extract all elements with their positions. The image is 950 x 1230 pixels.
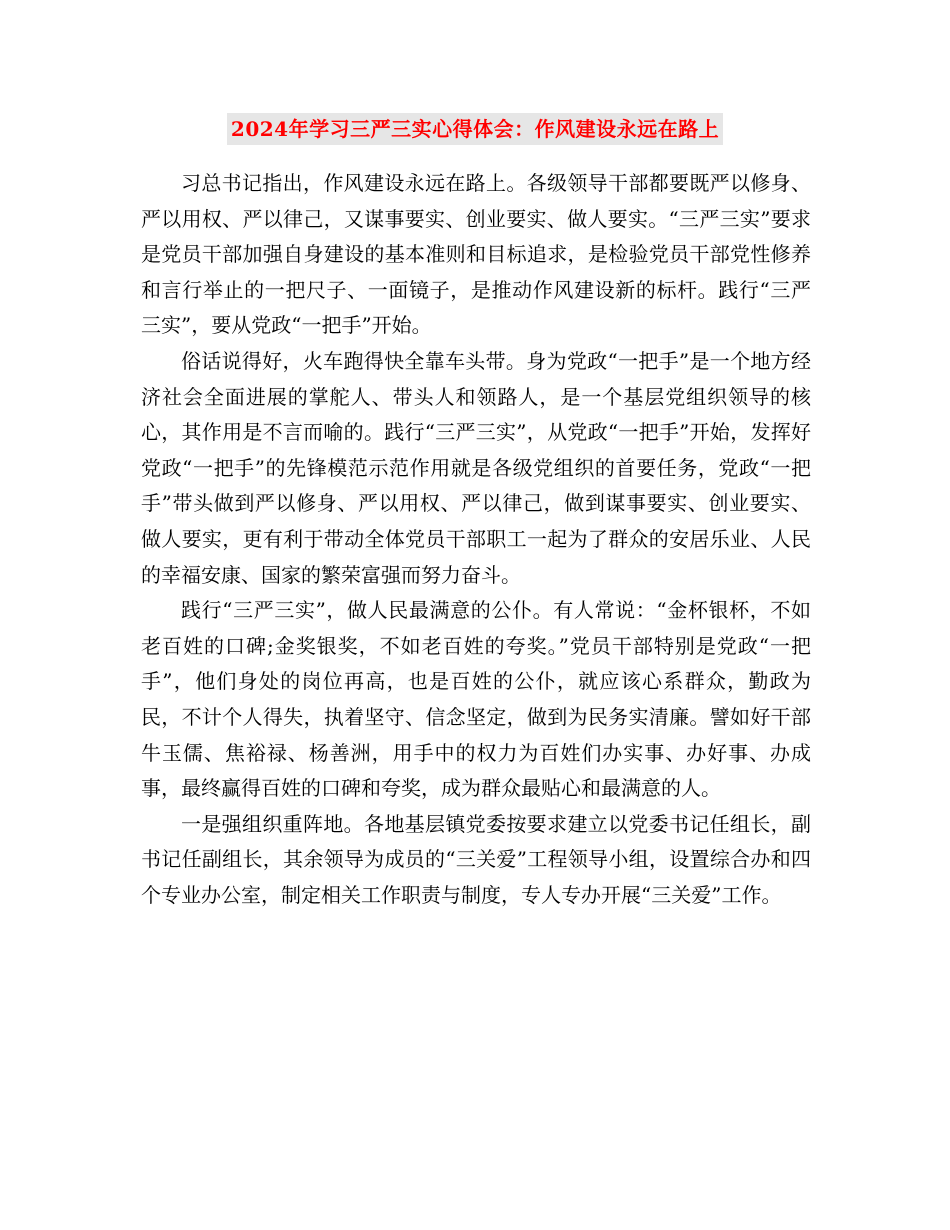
- title-container: [0, 113, 950, 145]
- paragraph-1: 习总书记指出，作风建设永远在路上。各级领导干部都要既严以修身、严以用权、严以律己，又谋事要实、创业要实、做人要实。“三严三实”要求是党员干部加强自身建设的基本准则和目标追求，是检验党员干部党性修养和言行举止的一把尺子、一面镜子，是推动作风建设新的标杆。践行“三严三实”，要从党政“一把手”开始。: [141, 171, 811, 338]
- paragraph-4: 一是强组织重阵地。各地基层镇党委按要求建立以党委书记任组长，副书记任副组长，其余领导为成员的“三关爱”工程领导小组，设置综合办和四个专业办公室，制定相关工作职责与制度，专人专办开展“三关爱”工作。: [141, 811, 811, 907]
- document-title: 2024年学习三严三实心得体会：作风建设永远在路上: [227, 113, 723, 145]
- document-body: [141, 166, 811, 913]
- paragraph-3: 践行“三严三实”，做人民最满意的公仆。有人常说：“金杯银杯，不如老百姓的口碑;金奖银奖，不如老百姓的夸奖。”党员干部特别是党政“一把手”，他们身处的岗位再高，也是百姓的公仆，就应该心系群众，勤政为民，不计个人得失，执着坚守、信念坚定，做到为民务实清廉。譬如好干部牛玉儒、焦裕禄、杨善洲，用手中的权力为百姓们办实事、办好事、办成事，最终赢得百姓的口碑和夸奖，成为群众最贴心和最满意的人。: [141, 598, 811, 801]
- paragraph-2: 俗话说得好，火车跑得快全靠车头带。身为党政“一把手”是一个地方经济社会全面进展的掌舵人、带头人和领路人，是一个基层党组织领导的核心，其作用是不言而喻的。践行“三严三实”，从党政“一把手”开始，发挥好党政“一把手”的先锋模范示范作用就是各级党组织的首要任务，党政“一把手”带头做到严以修身、严以用权、严以律己，做到谋事要实、创业要实、做人要实，更有利于带动全体党员干部职工一起为了群众的安居乐业、人民的幸福安康、国家的繁荣富强而努力奋斗。: [141, 348, 811, 587]
